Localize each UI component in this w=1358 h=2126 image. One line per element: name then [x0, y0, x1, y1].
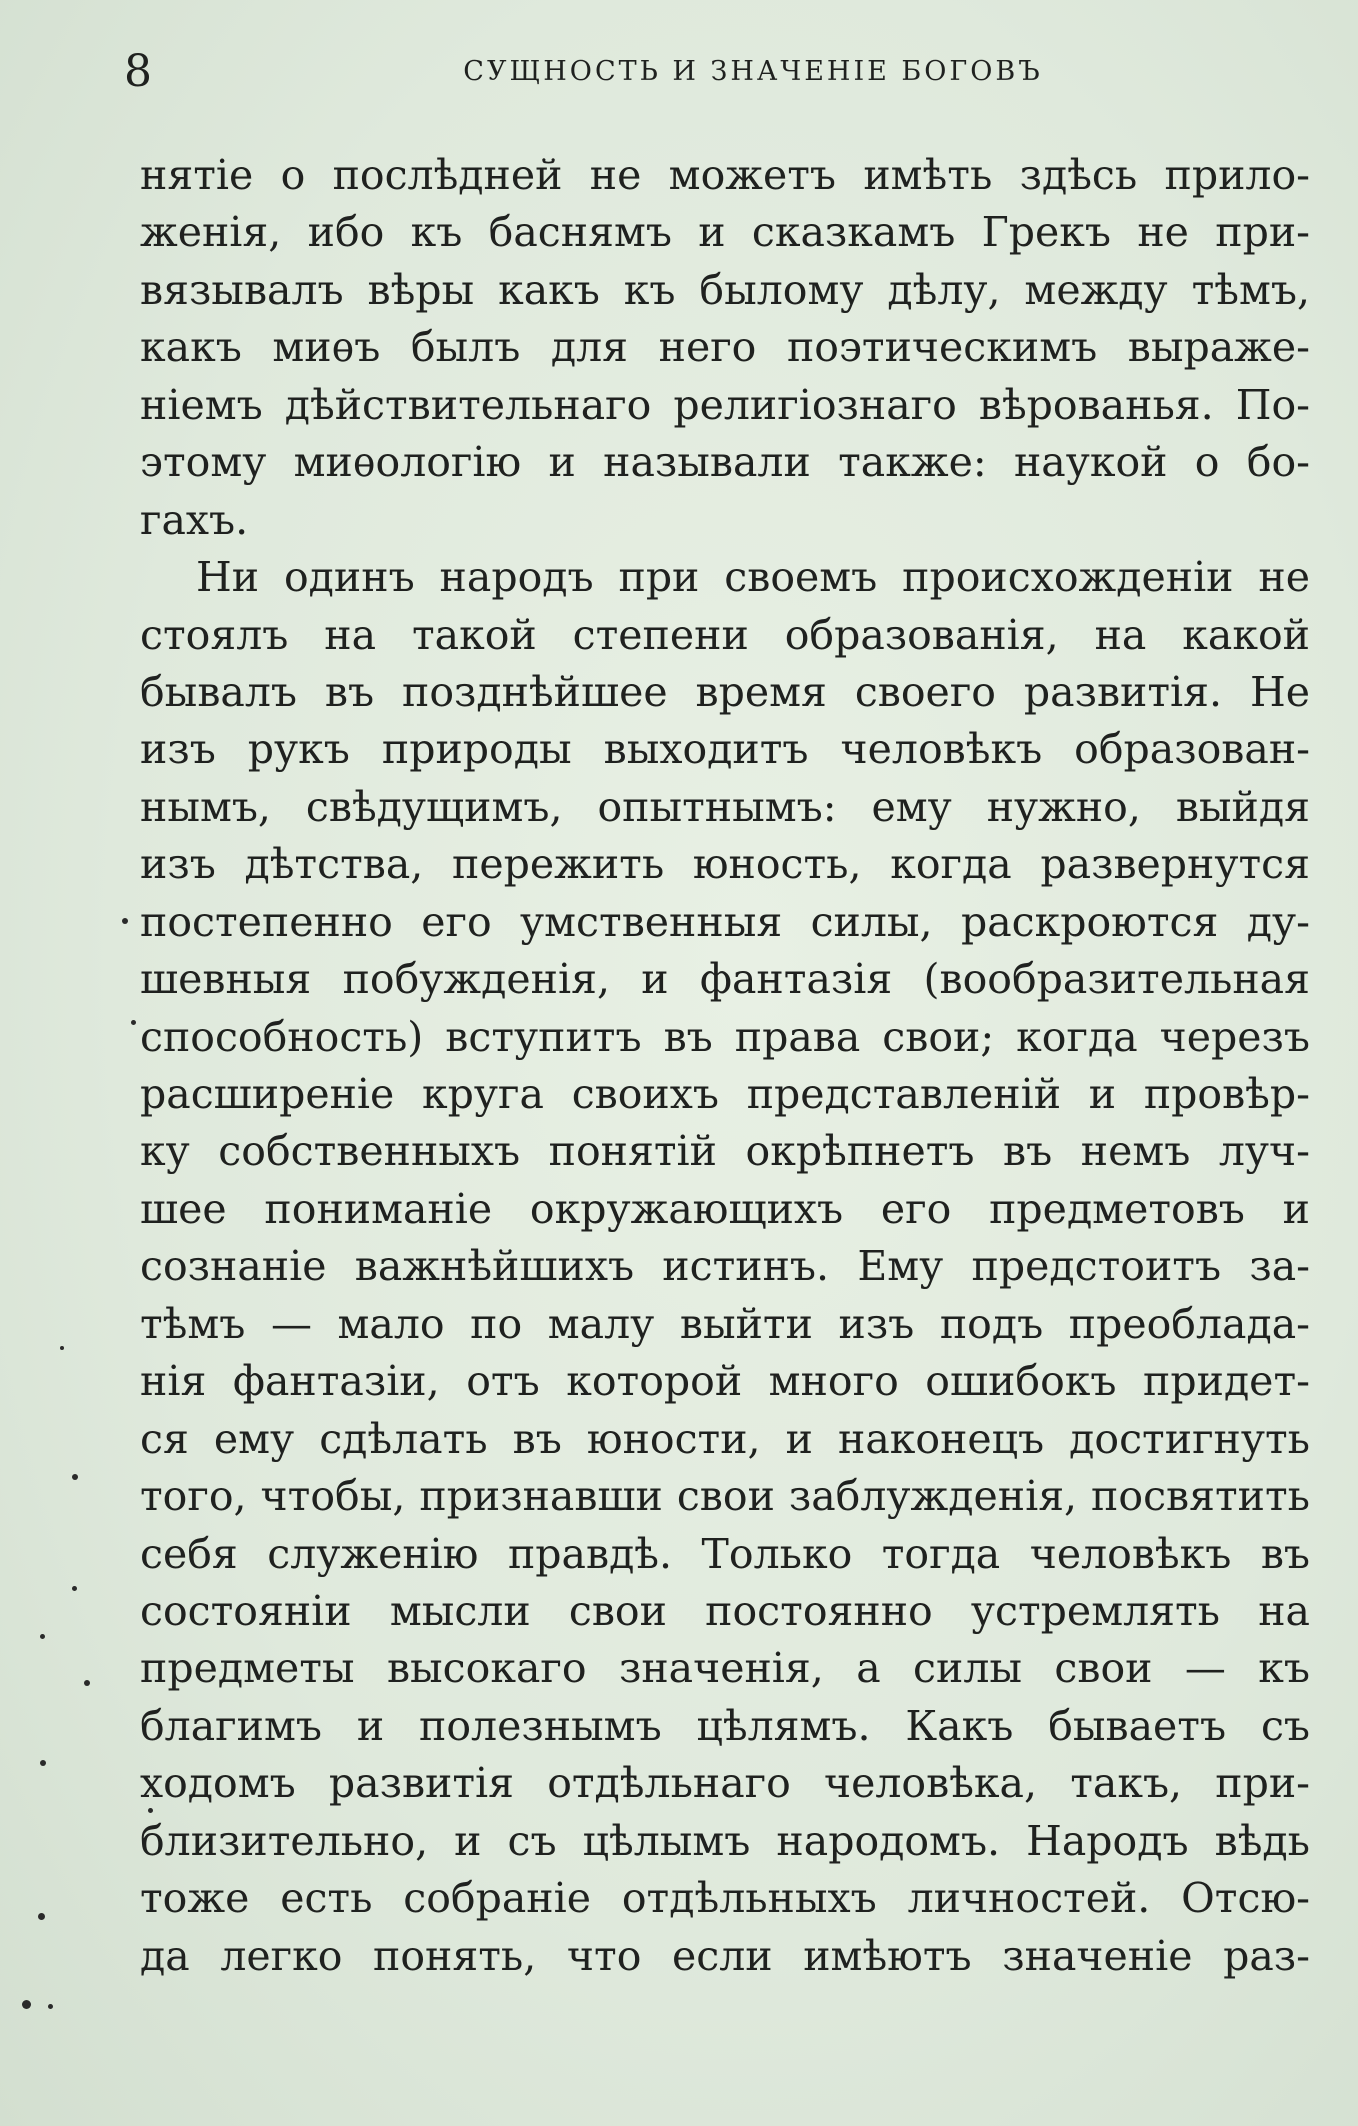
text-line: ніемъ дѣйствительнаго религіознаго вѣрованья. По- [140, 380, 1310, 429]
text-line: постепенно его умственныя силы, раскроются ду- [140, 897, 1310, 946]
text-line: шевныя побужденія, и фантазія (вообразительная [140, 955, 1310, 1004]
text-line: предметы высокаго значенія, а силы свои — къ [140, 1644, 1310, 1693]
paper-speck [72, 1586, 77, 1591]
text-line: изъ дѣтства, пережить юность, когда развернутся [140, 840, 1310, 889]
paper-speck [38, 1913, 45, 1920]
text-line: тѣмъ — мало по малу выйти изъ подъ преоблада- [140, 1299, 1310, 1348]
paper-speck [84, 1680, 90, 1686]
paper-speck [148, 1808, 153, 1813]
text-line: ходомъ развитія отдѣльнаго человѣка, такъ, при- [140, 1759, 1310, 1808]
text-line: состояніи мысли свои постоянно устремлять на [140, 1586, 1310, 1635]
paper-speck [22, 2000, 31, 2009]
text-line: благимъ и полезнымъ цѣлямъ. Какъ бываетъ съ [140, 1701, 1310, 1750]
paragraph-start-line: Ни одинъ народъ при своемъ происхожденіи не [196, 553, 1310, 602]
paper-speck [40, 1760, 46, 1766]
running-title: СУЩНОСТЬ И ЗНАЧЕНІЕ БОГОВЪ [463, 56, 1043, 87]
text-line: да легко понять, что если имѣютъ значеніе раз- [140, 1931, 1310, 1980]
text-line: сознаніе важнѣйшихъ истинъ. Ему предстоитъ за- [140, 1242, 1310, 1291]
paper-speck [48, 2004, 53, 2009]
text-line: изъ рукъ природы выходитъ человѣкъ образован- [140, 725, 1310, 774]
text-line: нымъ, свѣдущимъ, опытнымъ: ему нужно, выйдя [140, 782, 1310, 831]
page-header [118, 42, 1308, 102]
text-line: нятіе о послѣдней не можетъ имѣть здѣсь прило- [140, 151, 1310, 199]
text-line: гахъ. [140, 495, 249, 544]
text-line: шее пониманіе окружающихъ его предметовъ и [140, 1184, 1310, 1233]
paper-speck [131, 1020, 136, 1025]
text-line: способность) вступитъ въ права свои; когда черезъ [140, 1012, 1310, 1061]
text-line: этому миѳологію и называли также: наукой о бо- [140, 438, 1310, 487]
text-line: ку собственныхъ понятій окрѣпнетъ въ немъ луч- [140, 1127, 1310, 1176]
text-line: стоялъ на такой степени образованія, на какой [140, 610, 1310, 659]
body-text [140, 147, 1310, 1985]
text-line: женія, ибо къ баснямъ и сказкамъ Грекъ не при- [140, 208, 1310, 257]
text-line: близительно, и съ цѣлымъ народомъ. Народъ вѣдь [140, 1816, 1310, 1865]
text-line: бывалъ въ позднѣйшее время своего развитія. Не [140, 667, 1310, 716]
paper-speck [72, 1474, 78, 1480]
text-line: себя служенію правдѣ. Только тогда человѣкъ въ [140, 1529, 1310, 1578]
text-line: ся ему сдѣлать въ юности, и наконецъ достигнуть [140, 1414, 1310, 1463]
paper-speck [60, 1346, 64, 1350]
text-line: какъ миѳъ былъ для него поэтическимъ выраже- [140, 323, 1310, 372]
paper-speck [40, 1634, 45, 1639]
text-line: того, чтобы, признавши свои заблужденія, посвятить [140, 1472, 1310, 1521]
text-line: расширеніе круга своихъ представленій и провѣр- [140, 1070, 1310, 1118]
text-line: нія фантазіи, отъ которой много ошибокъ придет- [140, 1357, 1310, 1406]
paper-speck [122, 918, 128, 924]
text-line: вязывалъ вѣры какъ къ былому дѣлу, между тѣмъ, [140, 265, 1310, 314]
page-number: 8 [124, 46, 152, 97]
text-line: тоже есть собраніе отдѣльныхъ личностей. Отсю- [140, 1874, 1310, 1923]
